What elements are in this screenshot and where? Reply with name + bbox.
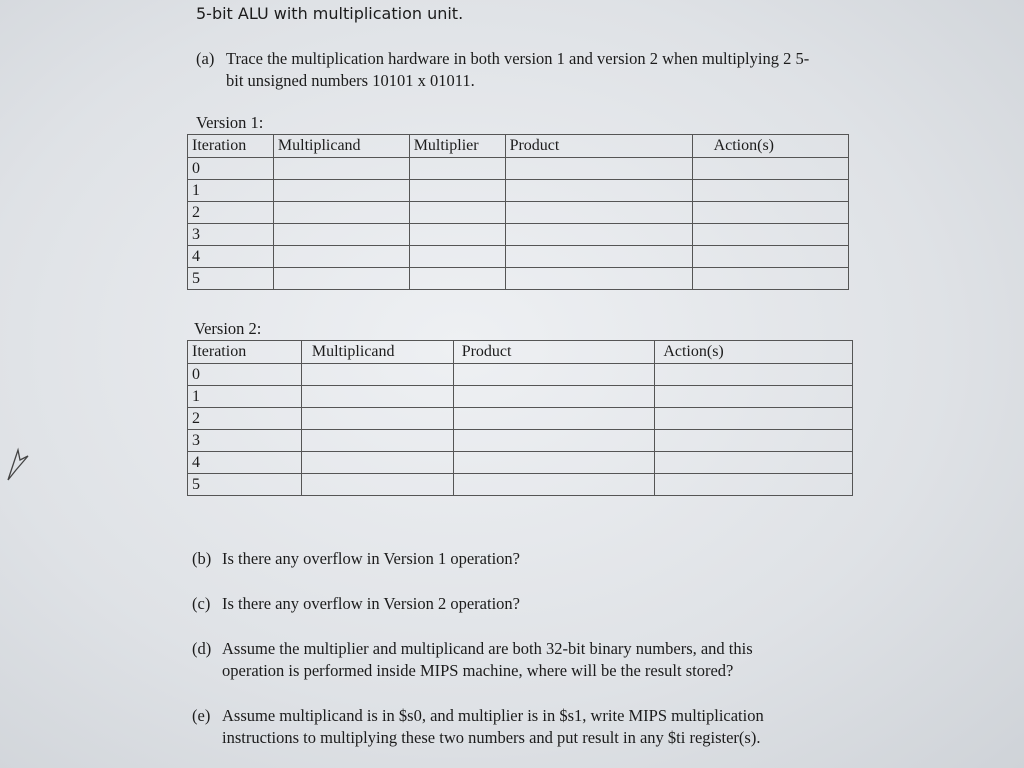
- action-cell[interactable]: [693, 246, 849, 268]
- multiplier-cell[interactable]: [409, 246, 505, 268]
- question-e-label: (e): [192, 706, 211, 725]
- iteration-cell: 4: [188, 246, 274, 268]
- question-e: [192, 705, 892, 749]
- action-cell[interactable]: [693, 224, 849, 246]
- multiplicand-cell[interactable]: [273, 158, 409, 180]
- action-cell[interactable]: [693, 180, 849, 202]
- question-d-line2: operation is performed inside MIPS machine, where will be the result stored?: [222, 661, 734, 680]
- product-cell[interactable]: [505, 180, 692, 202]
- multiplier-cell[interactable]: [409, 180, 505, 202]
- iteration-cell: 0: [188, 158, 274, 180]
- v2-header-product: Product: [453, 341, 655, 364]
- action-cell[interactable]: [693, 202, 849, 224]
- question-b-text: Is there any overflow in Version 1 operation?: [222, 549, 520, 568]
- product-cell[interactable]: [453, 408, 655, 430]
- iteration-cell: 5: [188, 474, 302, 496]
- v2-header-iteration: Iteration: [188, 341, 302, 364]
- question-d: [192, 638, 892, 682]
- multiplicand-cell[interactable]: [301, 386, 453, 408]
- table-row: [188, 224, 849, 246]
- version2-table: [187, 340, 853, 496]
- version1-header-row: [188, 135, 849, 158]
- action-cell[interactable]: [655, 364, 853, 386]
- multiplicand-cell[interactable]: [273, 202, 409, 224]
- v1-header-actions: Action(s): [693, 135, 849, 158]
- multiplicand-cell[interactable]: [301, 364, 453, 386]
- product-cell[interactable]: [453, 364, 655, 386]
- question-d-label: (d): [192, 639, 212, 658]
- table-row: [188, 386, 853, 408]
- question-d-line1: Assume the multiplier and multiplicand are both 32-bit binary numbers, and this: [222, 639, 753, 658]
- v1-header-multiplicand: Multiplicand: [273, 135, 409, 158]
- product-cell[interactable]: [453, 386, 655, 408]
- iteration-cell: 1: [188, 386, 302, 408]
- table-row: [188, 158, 849, 180]
- v1-header-multiplier: Multiplier: [409, 135, 505, 158]
- multiplicand-cell[interactable]: [273, 246, 409, 268]
- table-row: [188, 268, 849, 290]
- multiplier-cell[interactable]: [409, 224, 505, 246]
- multiplicand-cell[interactable]: [273, 268, 409, 290]
- version1-table: [187, 134, 849, 290]
- mouse-pointer-icon: [6, 446, 30, 482]
- product-cell[interactable]: [505, 246, 692, 268]
- v1-header-iteration: Iteration: [188, 135, 274, 158]
- question-e-line1: Assume multiplicand is in $s0, and multiplier is in $s1, write MIPS multiplication: [222, 706, 764, 725]
- version2-label: Version 2:: [194, 319, 262, 338]
- version2-header-row: [188, 341, 853, 364]
- question-e-line2: instructions to multiplying these two numbers and put result in any $ti register(s).: [222, 728, 761, 747]
- action-cell[interactable]: [655, 430, 853, 452]
- table-row: [188, 364, 853, 386]
- product-cell[interactable]: [505, 268, 692, 290]
- question-b-label: (b): [192, 549, 212, 568]
- iteration-cell: 5: [188, 268, 274, 290]
- iteration-cell: 1: [188, 180, 274, 202]
- action-cell[interactable]: [693, 268, 849, 290]
- product-cell[interactable]: [453, 430, 655, 452]
- table-row: [188, 246, 849, 268]
- question-c: [192, 593, 892, 615]
- table-row: [188, 474, 853, 496]
- multiplicand-cell[interactable]: [273, 180, 409, 202]
- question-c-text: Is there any overflow in Version 2 operation?: [222, 594, 520, 613]
- action-cell[interactable]: [655, 386, 853, 408]
- table-row: [188, 408, 853, 430]
- multiplicand-cell[interactable]: [273, 224, 409, 246]
- v1-header-product: Product: [505, 135, 692, 158]
- version1-label: Version 1:: [196, 113, 264, 132]
- multiplier-cell[interactable]: [409, 268, 505, 290]
- multiplier-cell[interactable]: [409, 202, 505, 224]
- v2-header-actions: Action(s): [655, 341, 853, 364]
- multiplicand-cell[interactable]: [301, 408, 453, 430]
- question-a-line2: bit unsigned numbers 10101 x 01011.: [226, 71, 475, 90]
- iteration-cell: 2: [188, 408, 302, 430]
- iteration-cell: 3: [188, 430, 302, 452]
- question-a: [196, 48, 916, 92]
- action-cell[interactable]: [655, 474, 853, 496]
- product-cell[interactable]: [505, 158, 692, 180]
- action-cell[interactable]: [655, 452, 853, 474]
- table-row: [188, 430, 853, 452]
- table-row: [188, 202, 849, 224]
- question-a-label: (a): [196, 49, 215, 68]
- iteration-cell: 2: [188, 202, 274, 224]
- multiplicand-cell[interactable]: [301, 430, 453, 452]
- iteration-cell: 3: [188, 224, 274, 246]
- multiplier-cell[interactable]: [409, 158, 505, 180]
- multiplicand-cell[interactable]: [301, 452, 453, 474]
- product-cell[interactable]: [505, 224, 692, 246]
- page-title: 5-bit ALU with multiplication unit.: [196, 4, 464, 23]
- table-row: [188, 180, 849, 202]
- iteration-cell: 0: [188, 364, 302, 386]
- table-row: [188, 452, 853, 474]
- product-cell[interactable]: [453, 474, 655, 496]
- question-b: [192, 548, 892, 570]
- v2-header-multiplicand: Multiplicand: [301, 341, 453, 364]
- question-a-line1: Trace the multiplication hardware in both version 1 and version 2 when multiplying 2 5-: [226, 49, 810, 68]
- question-c-label: (c): [192, 594, 211, 613]
- product-cell[interactable]: [453, 452, 655, 474]
- multiplicand-cell[interactable]: [301, 474, 453, 496]
- product-cell[interactable]: [505, 202, 692, 224]
- action-cell[interactable]: [655, 408, 853, 430]
- action-cell[interactable]: [693, 158, 849, 180]
- iteration-cell: 4: [188, 452, 302, 474]
